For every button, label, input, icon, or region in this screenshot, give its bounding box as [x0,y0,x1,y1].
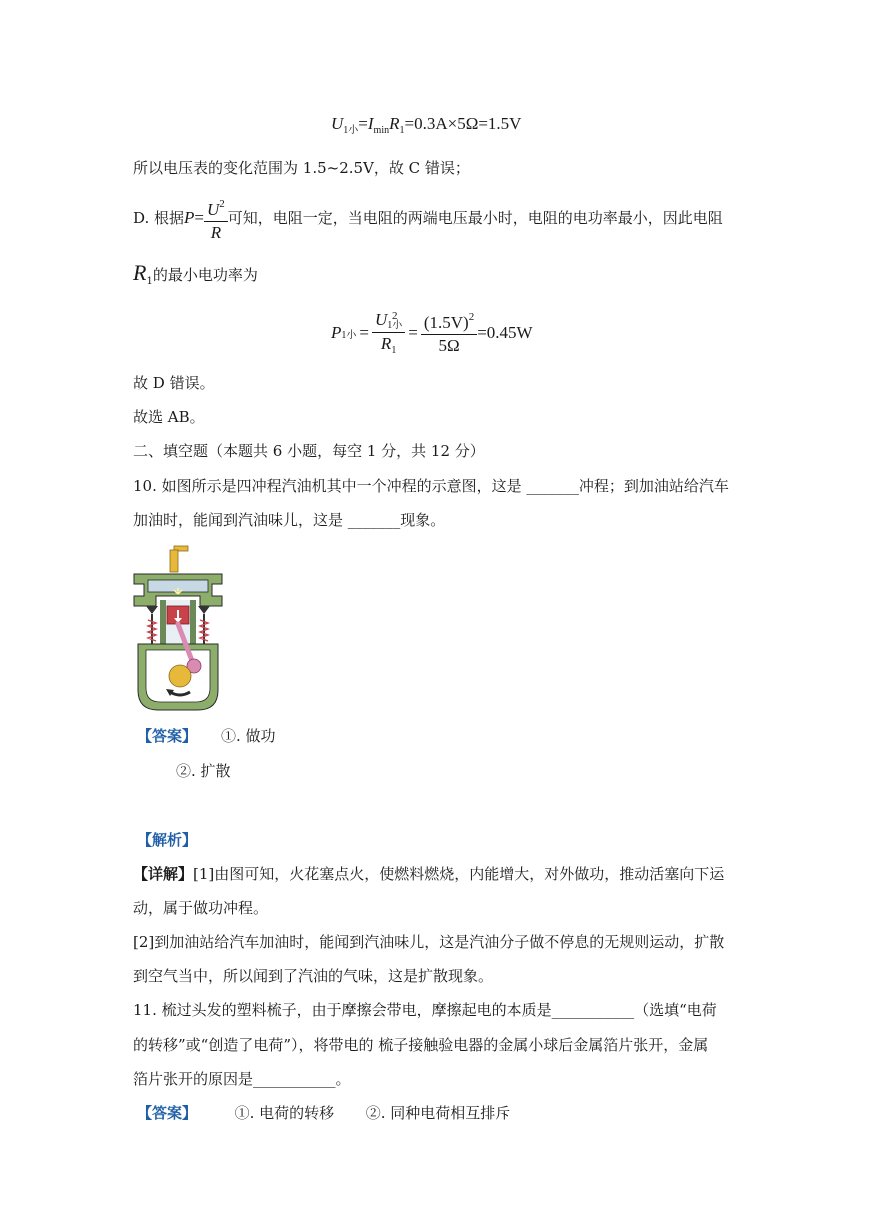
analysis-label: 【解析】 [137,831,198,849]
fraction-value [421,311,477,356]
power-fraction [204,194,228,243]
detail-line1 [133,864,724,884]
formula-rhs: =0.3A×5Ω=1.5V [404,114,522,133]
voltage-range-line: 所以电压表的变化范围为 1.5~2.5V，故 C 错误； [133,159,470,177]
cylinder-wall-right [190,600,196,650]
answer-11-item1: ①. 电荷的转移 [234,1104,335,1122]
cylinder-wall-left [160,600,166,650]
formula-voltage-min [331,114,521,136]
var-u: U [207,199,220,219]
var-r: R [210,222,222,242]
detail-label: 【详解】 [133,865,194,883]
question-11-line3: 箔片张开的原因是___________。 [133,1070,351,1088]
crank-gear [169,665,191,687]
option-d-prefix: D. 根据 [133,209,185,227]
answer-10-item2: ②. 扩散 [176,762,231,780]
formula-power-min [331,305,533,361]
resistance-value: 5Ω [438,335,460,355]
sub-min: min [373,125,390,136]
equals: = [194,208,205,227]
var-u: U [374,309,388,329]
section-title: 二、填空题（本题共 6 小题，每空 1 分，共 12 分） [133,442,485,460]
equals: = [359,323,369,342]
var-r: R [133,260,147,285]
answer-11-line [137,1103,510,1123]
sub-1: 1 [399,125,405,136]
sup-2: 2 [219,197,225,210]
sub-1min: 1小 [341,329,357,341]
engine-stroke-diagram [130,544,226,712]
question-10-line2: 加油时，能闻到汽油味儿，这是 _______现象。 [133,511,446,529]
var-r: R [380,334,392,354]
answer-10-label: 【答案】 [137,727,198,745]
question-11-line2: 的转移”或“创造了电荷”），将带电的 梳子接触验电器的金属小球后金属箔片张开，金属 [133,1036,709,1054]
sub-1: 1 [146,276,153,287]
equals: = [358,114,368,133]
var-p: P [184,208,195,227]
formula-result: =0.45W [477,323,533,342]
intake-valve [146,606,158,614]
detail-line3: [2]到加油站给汽车加油时，能闻到汽油味儿，这是汽油分子做不停息的无规则运动，扩散 [133,933,725,951]
exhaust-valve [198,606,210,614]
var-p: P [331,323,342,342]
sub-1min: 1小 [343,125,359,136]
question-11-line1: 11. 梳过头发的塑料梳子，由于摩擦会带电，摩擦起电的本质是___________（选填“电荷 [133,1001,717,1019]
sup-2: 2 [392,310,398,323]
fraction-u-over-r [372,310,405,356]
detail-line4: 到空气当中，所以闻到了汽油的气味，这是扩散现象。 [133,967,494,985]
question-10-line1: 10. 如图所示是四冲程汽油机其中一个冲程的示意图，这是 _______冲程；到加油站给汽车 [133,477,729,495]
var-u: U [331,114,344,133]
option-d-line [133,193,723,243]
answer-10-item1: ①. 做功 [221,727,276,745]
option-d-suffix: 可知，电阻一定，当电阻的两端电压最小时，电阻的电功率最小，因此电阻 [227,209,723,227]
r1-min-power-line [133,260,258,292]
var-r: R [389,114,400,133]
sub-1: 1 [391,345,397,357]
r1-line-text: 的最小电功率为 [152,266,258,284]
spark-plug-body [170,550,178,572]
detail-line2: 动，属于做功冲程。 [133,899,269,917]
equals: = [408,323,418,342]
answer-11-label: 【答案】 [137,1104,198,1122]
d-wrong-line: 故 D 错误。 [133,374,215,392]
voltage-value: (1.5V) [423,312,469,332]
var-i: I [367,114,374,133]
detail-text-1: [1]由图可知，火花塞点火，使燃料燃烧，内能增大，对外做功，推动活塞向下运 [193,865,725,883]
answer-11-item2: ②. 同种电荷相互排斥 [365,1104,511,1122]
choose-line: 故选 AB。 [133,408,205,426]
sup-2: 2 [468,310,475,323]
sub-1min: 1小 [387,320,403,332]
